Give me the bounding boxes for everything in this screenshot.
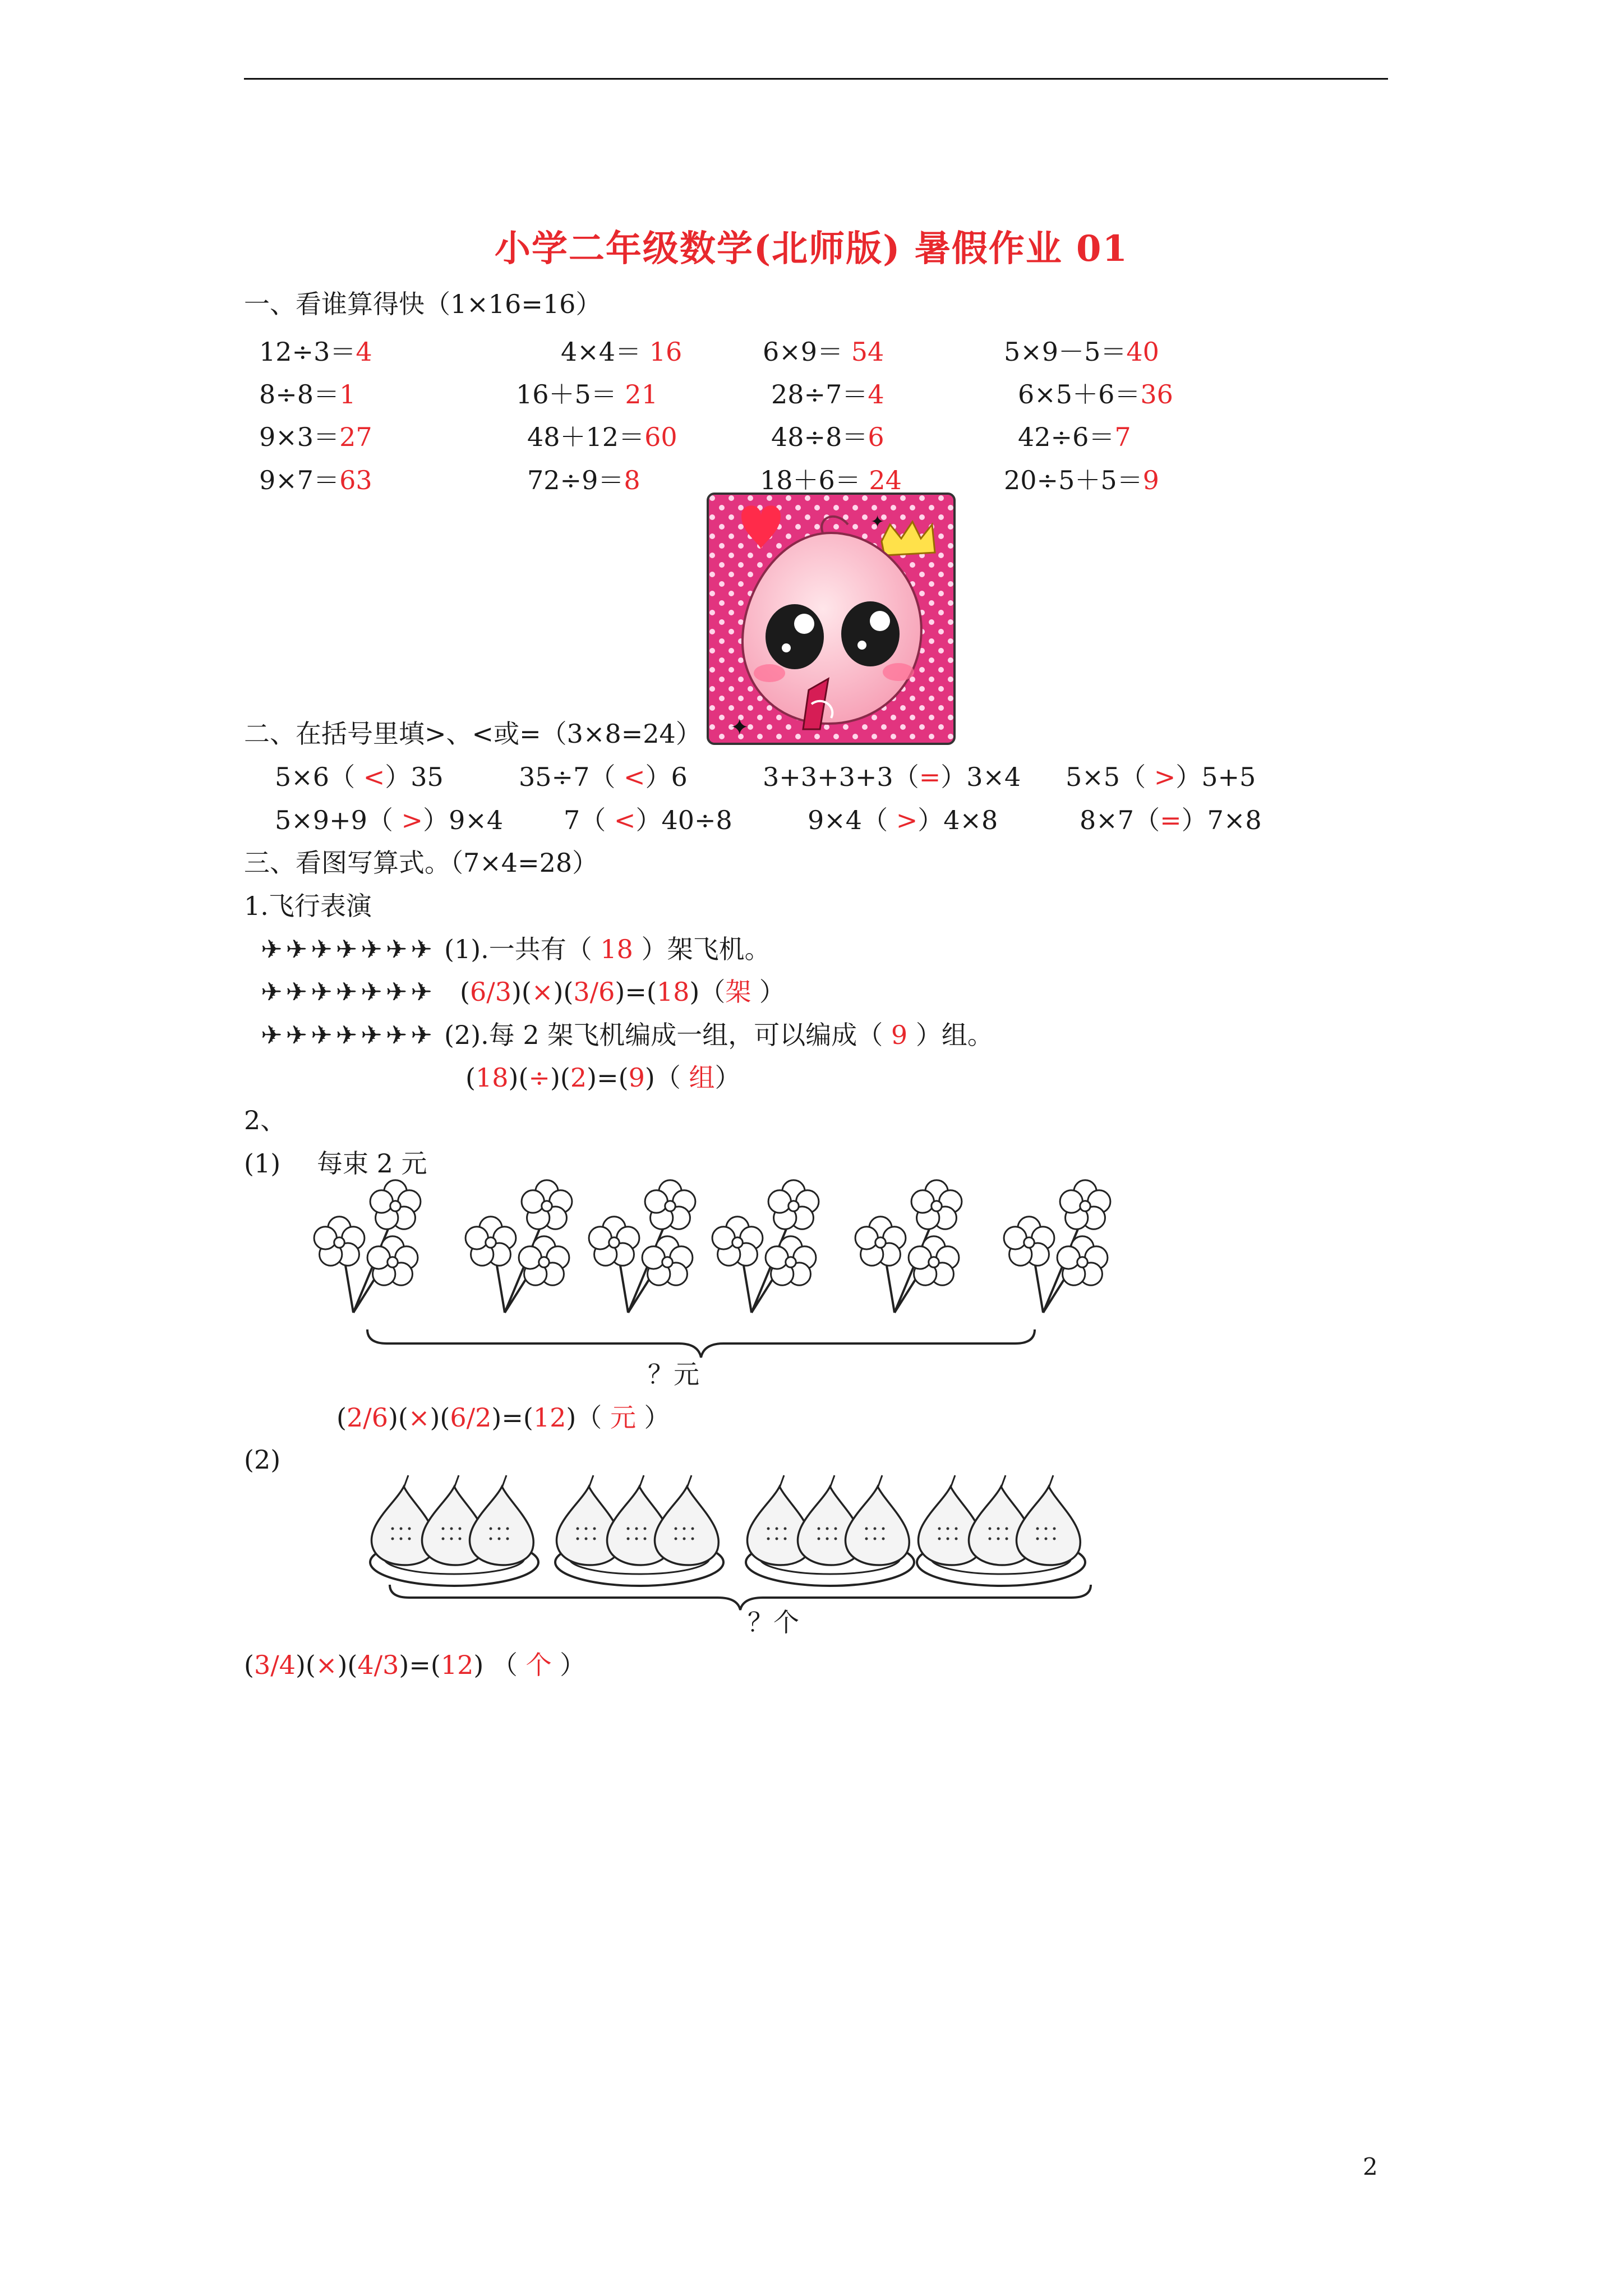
calc-item (763, 335, 884, 369)
page-number: 2 (1363, 2153, 1378, 2180)
planes-row-1: ✈✈✈✈✈✈✈ (261, 934, 436, 964)
section2-heading: 二、在括号里填>、<或=（3×8=24） (244, 719, 702, 749)
brace-1-label: ？元 (648, 1359, 699, 1389)
calc-answer: 6 (868, 422, 884, 452)
flower (370, 1180, 421, 1229)
flower (1057, 1236, 1108, 1285)
calc-answer: 8 (624, 465, 640, 495)
plate-of-pears (555, 1475, 723, 1586)
flower (909, 1236, 959, 1285)
question-2: (2).每 2 架飞机编成一组，可以编成（ 9 ）组。 (444, 1020, 993, 1050)
flower (911, 1180, 962, 1229)
cartoon-character-image (708, 494, 955, 744)
calc-question: 42÷6＝ (1018, 422, 1115, 452)
calc-answer: 54 (851, 337, 884, 367)
answer: 9 (891, 1020, 908, 1050)
compare-text: 9×4（ (808, 805, 896, 835)
calc-answer: 24 (869, 465, 902, 495)
calc-question: 9×3＝ (259, 422, 340, 452)
compare-text: 35÷7（ (519, 762, 624, 792)
pear (845, 1487, 909, 1565)
calc-question: 12÷3＝ (259, 337, 356, 367)
calc-answer: 36 (1140, 379, 1173, 409)
svg-text:✦: ✦ (870, 512, 885, 532)
equation-4: (3/4)(×)(4/3)=(12) （ 个 ） (244, 1650, 586, 1680)
svg-text:✦: ✦ (730, 715, 749, 740)
compare-answer: > (1154, 762, 1176, 792)
calc-answer: 7 (1114, 422, 1131, 452)
calc-question: 6×5＋6＝ (1018, 379, 1141, 409)
calc-item (516, 378, 658, 411)
flower (642, 1236, 693, 1285)
calc-question: 48＋12＝ (527, 422, 645, 452)
calc-answer: 40 (1126, 337, 1159, 367)
compare-item (1080, 803, 1262, 837)
flower (712, 1217, 763, 1266)
brace-2-label: ？个 (748, 1607, 799, 1637)
price-per-bunch: 每束 2 元 (317, 1148, 427, 1179)
compare-answer: < (614, 805, 636, 835)
compare-item (519, 760, 688, 794)
part2-label: 2、 (244, 1105, 287, 1135)
compare-text: ）7×8 (1181, 805, 1262, 835)
planes-row-3: ✈✈✈✈✈✈✈ (261, 1020, 436, 1050)
brace-1 (365, 1327, 1038, 1360)
calc-question: 9×7＝ (259, 465, 340, 495)
flower (768, 1180, 819, 1229)
compare-text: ）5+5 (1175, 762, 1256, 792)
flower (465, 1217, 516, 1266)
compare-text: ）35 (385, 762, 444, 792)
compare-item (763, 760, 1021, 794)
calc-answer: 60 (644, 422, 677, 452)
calc-question: 5×9－5＝ (1004, 337, 1127, 367)
equation-1: (6/3)(×)(3/6)=(18)（架 ） (460, 977, 785, 1007)
compare-text: 5×6（ (275, 762, 363, 792)
flower-bunch (589, 1180, 695, 1313)
flower-bunch (1004, 1180, 1110, 1313)
compare-text: 8×7（ (1080, 805, 1160, 835)
calc-question: 6×9＝ (763, 337, 851, 367)
calc-item (771, 378, 884, 411)
brace-2 (387, 1582, 1094, 1613)
compare-item (275, 803, 503, 837)
compare-answer: > (896, 805, 918, 835)
flower-bunch (855, 1180, 962, 1313)
calc-item (1018, 378, 1173, 411)
flower-bunches-image (314, 1178, 1127, 1324)
calc-item (259, 463, 372, 497)
calc-item (527, 420, 677, 454)
compare-text: ）3×4 (940, 762, 1021, 792)
flower (1004, 1217, 1054, 1266)
calc-answer: 16 (649, 337, 683, 367)
flower-bunch (465, 1180, 572, 1313)
calc-item (1004, 335, 1159, 369)
calc-item (527, 463, 640, 497)
flower (589, 1217, 639, 1266)
calc-answer: 4 (868, 379, 884, 409)
compare-text: ）9×4 (423, 805, 504, 835)
flower (766, 1236, 816, 1285)
calc-question: 48÷8＝ (771, 422, 868, 452)
plate-of-pears (746, 1475, 914, 1586)
calc-item (259, 378, 356, 411)
compare-text: ）40÷8 (635, 805, 732, 835)
flower-bunch (314, 1180, 421, 1313)
compare-answer: < (623, 762, 645, 792)
section3-heading: 三、看图写算式。（7×4=28） (244, 848, 598, 878)
calc-answer: 4 (356, 337, 372, 367)
compare-text: 7（ (564, 805, 614, 835)
calc-answer: 9 (1142, 465, 1159, 495)
page-title: 小学二年级数学(北师版) 暑假作业 01 (494, 228, 1129, 270)
calc-question: 28÷7＝ (771, 379, 868, 409)
equation-3: (2/6)(×)(6/2)=(12)（ 元 ） (336, 1402, 670, 1433)
equation-2: (18)(÷)(2)=(9)（ 组） (465, 1062, 741, 1093)
calc-item (1004, 463, 1159, 497)
compare-answer: = (919, 762, 941, 792)
section1-heading: 一、看谁算得快（1×16=16） (244, 289, 602, 319)
plate-of-pears (370, 1475, 538, 1586)
compare-answer: = (1160, 805, 1182, 835)
compare-text: 3+3+3+3（ (763, 762, 919, 792)
calc-item (259, 420, 372, 454)
pears-on-plates-image (370, 1464, 1122, 1593)
calc-answer: 63 (339, 465, 372, 495)
calc-answer: 21 (625, 379, 658, 409)
calc-question: 4×4＝ (561, 337, 649, 367)
pear (654, 1487, 718, 1565)
compare-text: 5×5（ (1066, 762, 1154, 792)
answer: 18 (600, 934, 633, 964)
compare-item (275, 760, 444, 794)
calc-item (760, 463, 902, 497)
pear (469, 1487, 533, 1565)
compare-item (564, 803, 732, 837)
planes-row-2: ✈✈✈✈✈✈✈ (261, 977, 436, 1007)
compare-item (1066, 760, 1256, 794)
header-rule (244, 78, 1388, 80)
flower (855, 1217, 906, 1266)
calc-question: 16＋5＝ (516, 379, 625, 409)
flower-bunch (712, 1180, 819, 1313)
question-1: (1).一共有（ 18 ）架飞机。 (444, 934, 771, 964)
pear (1016, 1487, 1080, 1565)
calc-answer: 1 (339, 379, 356, 409)
calc-question: 20÷5＋5＝ (1004, 465, 1143, 495)
compare-item (808, 803, 998, 837)
compare-text: ）4×8 (917, 805, 998, 835)
flower (367, 1236, 418, 1285)
part1-label: 1.飞行表演 (244, 891, 372, 921)
calc-item (259, 335, 372, 369)
calc-question: 8÷8＝ (259, 379, 340, 409)
calc-item (1018, 420, 1131, 454)
flower (1060, 1180, 1110, 1229)
calc-question: 72÷9＝ (527, 465, 624, 495)
part2-2-label: (2) (244, 1444, 281, 1475)
part2-1-label: (1) (244, 1148, 281, 1179)
plate-of-pears (917, 1475, 1085, 1586)
flower (314, 1217, 365, 1266)
compare-text: 5×9+9（ (275, 805, 402, 835)
compare-answer: > (401, 805, 423, 835)
flower (522, 1180, 572, 1229)
calc-question: 18＋6＝ (760, 465, 869, 495)
calc-item (561, 335, 682, 369)
calc-answer: 27 (339, 422, 372, 452)
compare-answer: < (363, 762, 385, 792)
flower (645, 1180, 695, 1229)
flower (519, 1236, 569, 1285)
calc-item (771, 420, 884, 454)
compare-text: ）6 (645, 762, 688, 792)
